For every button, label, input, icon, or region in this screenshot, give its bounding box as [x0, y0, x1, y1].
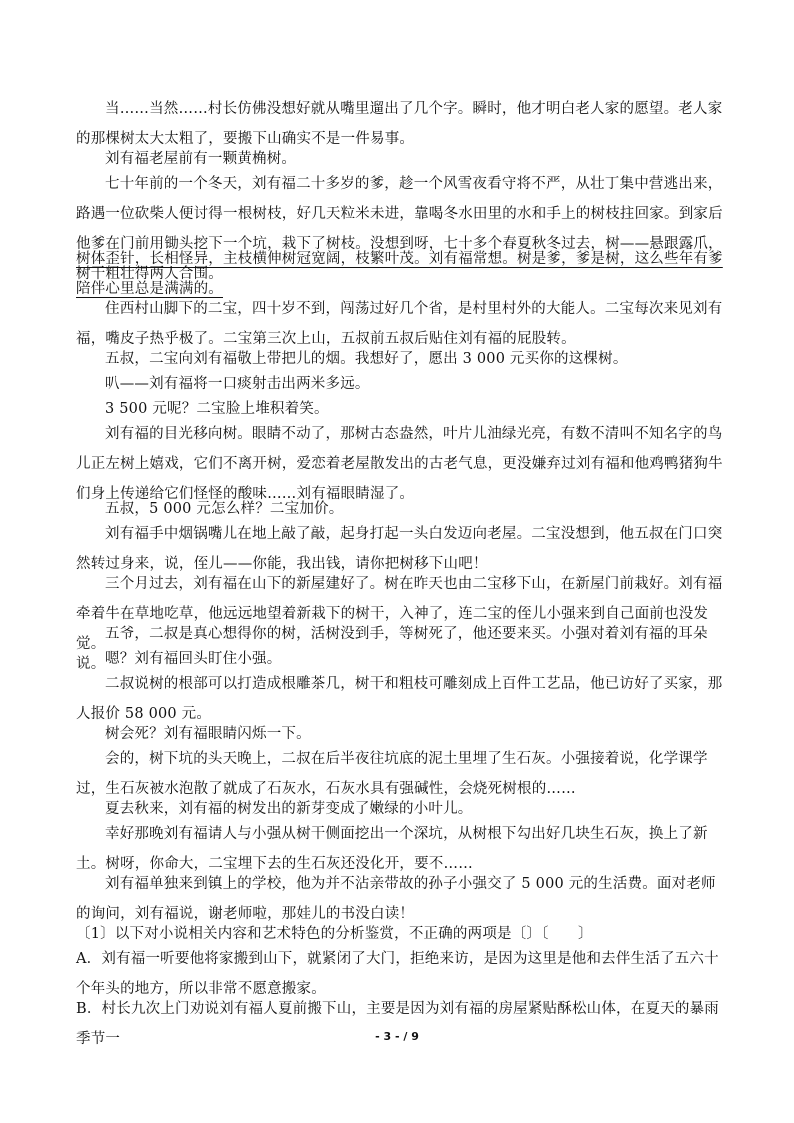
underlined-paragraph: 树体歪针，长相怪异，主枝横伸树冠宽阔，枝繁叶茂。刘有福常想。树是爹，爹是树，这么些年有爹陪伴心里总是满满的。	[76, 251, 723, 297]
paragraph: 七十年前的一个冬天，刘有福二十多岁的爹，趁一个风雪夜看守将不严，从壮丁集中营逃出来，路遇一位砍柴人便讨得一根树枝，好几天粒米未进，靠喝冬水田里的水和手上的树枝拄回家。到家后他爹在门前用锄头挖下一个坑，栽下了树枝。没想到呀，七十多个春夏秋冬过去，树——悬跟露爪，树干粗壮得两人合围。	[76, 176, 723, 282]
paragraph: 夏去秋来，刘有福的树发出的新芽变成了嫩绿的小叶儿。	[105, 801, 473, 817]
option-b: B．村长九次上门劝说刘有福人夏前搬下山，主要是因为刘有福的房屋紧贴酥松山体，在夏天的暴雨季节一	[76, 1001, 719, 1047]
paragraph: 三个月过去，刘有福在山下的新屋建好了。树在昨天也由二宝移下山，在新屋门前栽好。刘有福牵着牛在草地吃草，他远远地望着新栽下的树干，入神了，连二宝的侄儿小强来到自己面前也没发觉。	[76, 576, 723, 652]
paragraph: 五爷，二叔是真心想得你的树，活树没到手，等树死了，他还要来买。小强对着刘有福的耳朵说。	[76, 626, 708, 672]
paragraph: 当……当然……村长仿佛没想好就从嘴里遛出了几个字。瞬时，他才明白老人家的愿望。老人家的那棵树太大太粗了，要搬下山确实不是一件易事。	[76, 101, 723, 147]
paragraph: 五叔，5 000 元怎么样？二宝加价。	[105, 501, 344, 517]
paragraph: 嗯？刘有福回头盯住小强。	[105, 651, 282, 667]
paragraph: 3 500 元呢？二宝脸上堆积着笑。	[105, 401, 329, 417]
paragraph: 二叔说树的根部可以打造成根雕茶几，树干和粗枝可雕刻成上百件工艺品，他已访好了买家，那人报价 58 000 元。	[76, 676, 723, 722]
paragraph: 五叔，二宝向刘有福敬上带把儿的烟。我想好了，愿出 3 000 元买你的这棵树。	[105, 351, 628, 367]
paragraph: 叭——刘有福将一口痰射击出两米多远。	[105, 376, 370, 392]
paragraph: 刘有福单独来到镇上的学校，他为并不沾亲带故的孙子小强交了 5 000 元的生活费。面对老师的询问，刘有福说，谢老师啦，那娃儿的书没白读！	[76, 876, 716, 922]
question-stem: 〔1〕以下对小说相关内容和艺术特色的分析鉴赏，不正确的两项是〔〕〔 〕	[76, 926, 593, 942]
paragraph: 幸好那晚刘有福请人与小强从树干侧面挖出一个深坑，从树根下勾出好几块生石灰，换上了新土。树呀，你命大，二宝埋下去的生石灰还没化开，要不……	[76, 826, 708, 872]
paragraph: 住西村山脚下的二宝，四十岁不到，闯荡过好几个省，是村里村外的大能人。二宝每次来见刘有福，嘴皮子热乎极了。二宝第三次上山，五叔前五叔后贴住刘有福的屁股转。	[76, 301, 723, 347]
paragraph: 刘有福老屋前有一颗黄桷树。	[105, 151, 297, 167]
paragraph: 刘有福的目光移向树。眼睛不动了，那树古态盎然，叶片儿油绿光亮，有数不清叫不知名字的鸟儿正左树上嬉戏，它们不离开树，爱恋着老屋散发出的古老气息，更没嫌弃过刘有福和他鸡鸭猪狗牛们身上传递给它们怪怪的酸味……刘有福眼睛湿了。	[76, 426, 723, 502]
option-a: A．刘有福一听要他将家搬到山下，就紧闭了大门，拒绝来访，是因为这里是他和去伴生活了五六十个年头的地方，所以非常不愿意搬家。	[76, 951, 719, 997]
paragraph: 树会死？刘有福眼睛闪烁一下。	[105, 726, 311, 742]
page-number: - 3 - / 9	[375, 1030, 419, 1043]
paragraph: 会的，树下坑的头天晚上，二叔在后半夜往坑底的泥土里埋了生石灰。小强接着说，化学课学过，生石灰被水泡散了就成了石灰水，石灰水具有强碱性，会烧死树根的……	[76, 751, 708, 797]
paragraph: 刘有福手中烟锅嘴儿在地上敲了敲，起身打起一头白发迈向老屋。二宝没想到，他五叔在门口突然转过身来，说，侄儿——你能，我出钱，请你把树移下山吧！	[76, 526, 723, 572]
